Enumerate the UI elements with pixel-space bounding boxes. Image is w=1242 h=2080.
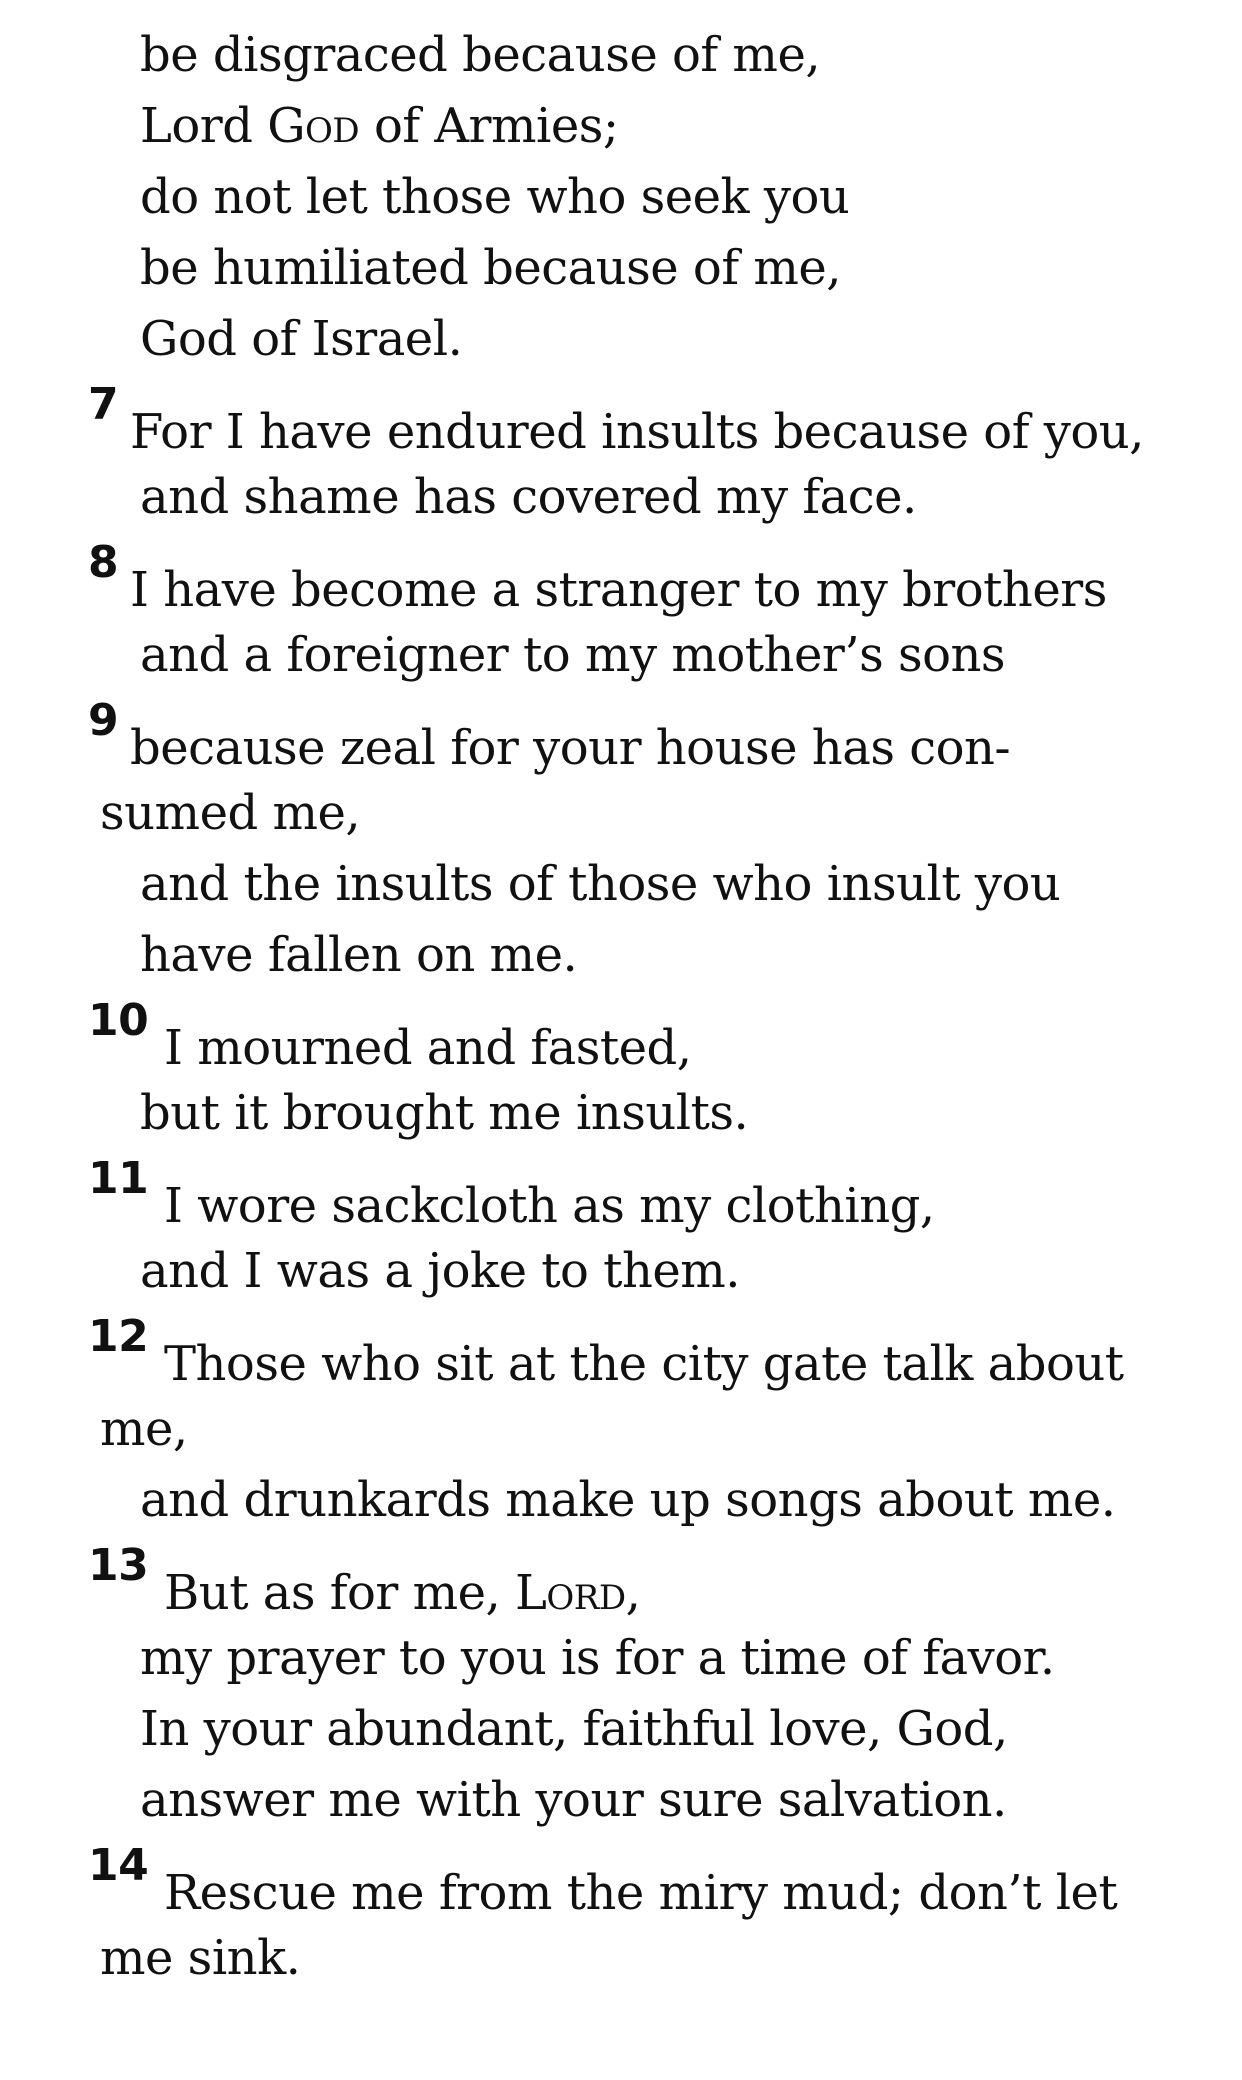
poetry-line	[0, 1465, 1242, 1536]
line-text: me sink.	[100, 1930, 301, 1986]
poetry-line	[0, 1236, 1242, 1307]
verse-start-line	[0, 533, 1242, 620]
line-text: be disgraced because of me,	[140, 27, 821, 83]
poetry-line	[0, 920, 1242, 991]
line-text	[0, 1565, 640, 1621]
line-text-part: Lord	[140, 98, 268, 154]
line-text: In your abundant, faithful love, God,	[140, 1701, 1008, 1757]
verse-start-line	[0, 375, 1242, 462]
verse-number: 10	[88, 995, 149, 1046]
verse-number: 13	[88, 1540, 149, 1591]
verse-start-line	[0, 1536, 1242, 1623]
verse-number: 12	[88, 1311, 149, 1362]
line-text: I have become a stranger to my brothers	[130, 562, 1107, 618]
line-text: and a foreigner to my mother’s sons	[140, 627, 1006, 683]
line-text: answer me with your sure salvation.	[140, 1772, 1007, 1828]
line-text: my prayer to you is for a time of favor.	[140, 1630, 1055, 1686]
verse-number: 9	[88, 695, 119, 746]
line-text: and I was a joke to them.	[140, 1243, 741, 1299]
poetry-line	[0, 1623, 1242, 1694]
line-text	[140, 98, 619, 154]
line-text: I wore sackcloth as my clothing,	[164, 1178, 935, 1234]
line-text: Those who sit at the city gate talk about	[164, 1336, 1124, 1392]
line-text: me,	[100, 1401, 188, 1457]
line-text: be humiliated because of me,	[140, 240, 842, 296]
line-text: and the insults of those who insult you	[140, 856, 1061, 912]
line-text: For I have endured insults because of you,	[130, 404, 1144, 460]
wrapped-line	[0, 1394, 1242, 1465]
verse-number: 11	[88, 1153, 149, 1204]
wrapped-line	[0, 778, 1242, 849]
poetry-line	[0, 162, 1242, 233]
poetry-line	[0, 1078, 1242, 1149]
line-text: do not let those who seek you	[140, 169, 850, 225]
psalm-passage	[0, 20, 1242, 1994]
verse-number: 8	[88, 537, 119, 588]
line-text: Rescue me from the miry mud; don’t let	[164, 1865, 1118, 1921]
line-text: because zeal for your house has con-	[130, 720, 1011, 776]
verse-number: 7	[88, 379, 119, 430]
poetry-line	[0, 849, 1242, 920]
line-text-part: ,	[625, 1565, 641, 1621]
poetry-line	[0, 20, 1242, 91]
divine-name-smallcaps: Lord	[515, 1565, 626, 1621]
poetry-line	[0, 304, 1242, 375]
line-text: sumed me,	[100, 785, 361, 841]
poetry-line	[0, 620, 1242, 691]
poetry-line	[0, 91, 1242, 162]
line-text: and shame has covered my face.	[140, 469, 917, 525]
line-text: and drunkards make up songs about me.	[140, 1472, 1116, 1528]
poetry-line	[0, 1694, 1242, 1765]
line-text: I mourned and fasted,	[164, 1020, 692, 1076]
line-text: but it brought me insults.	[140, 1085, 749, 1141]
line-text: have fallen on me.	[140, 927, 578, 983]
verse-number: 14	[88, 1840, 149, 1891]
divine-name-smallcaps: God	[267, 98, 360, 154]
poetry-line	[0, 233, 1242, 304]
poetry-line	[0, 1765, 1242, 1836]
verse-start-line	[0, 991, 1242, 1078]
verse-start-line	[0, 1307, 1242, 1394]
verse-start-line	[0, 691, 1242, 778]
verse-start-line	[0, 1836, 1242, 1923]
poetry-line	[0, 462, 1242, 533]
line-text-part: of Armies;	[359, 98, 619, 154]
wrapped-line	[0, 1923, 1242, 1994]
line-text-part: But as for me,	[164, 1565, 516, 1621]
line-text: God of Israel.	[140, 311, 463, 367]
verse-start-line	[0, 1149, 1242, 1236]
